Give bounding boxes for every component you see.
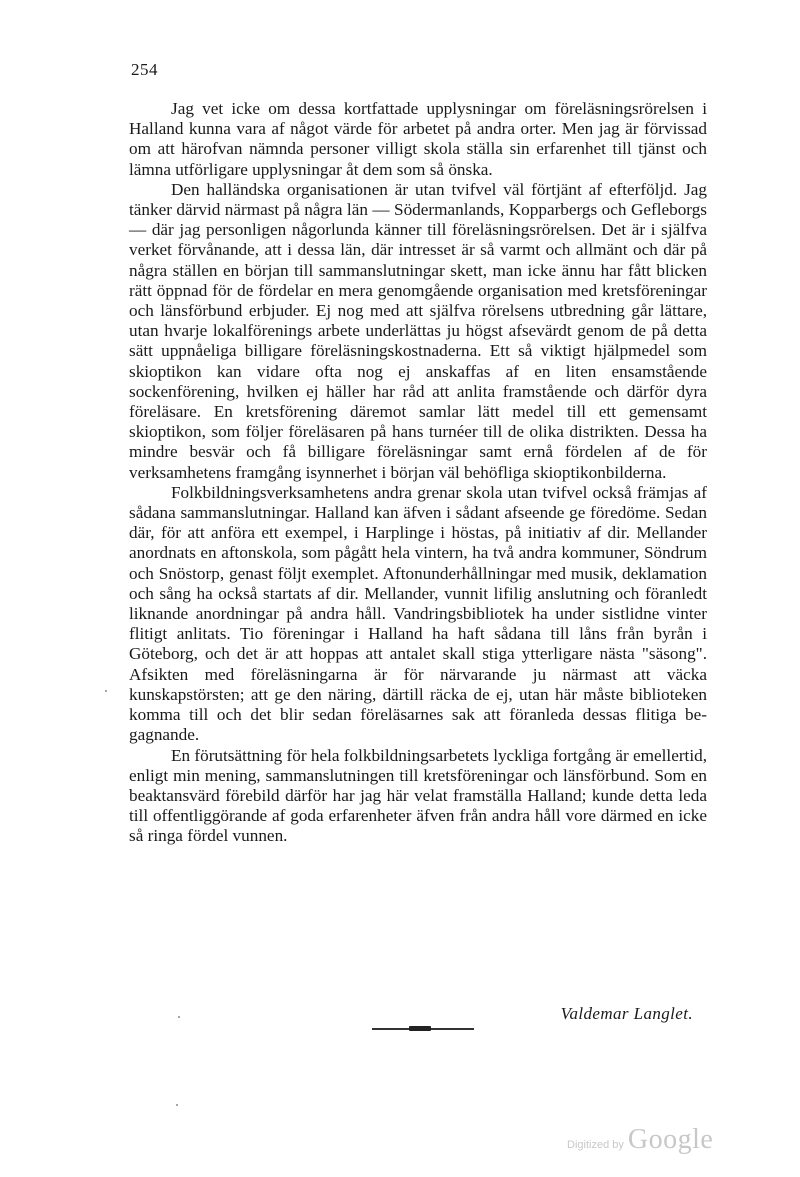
- paragraph-3: Folkbildningsverksamhetens andra grenar skola utan tvifvel också främjas af sådana sammanslutningar. Halland kan äfven i sådant afseende ge föredöme. Sedan där, för att anföra ett exempel, i Harplinge i höstas, på initiativ af dir. Mellander anordnats en aftonskola, som pågått hela vintern, ha två andra kommuner, Söndrum och Snöstorp, genast följt exemplet. Aftonunderhållningar med musik, deklamation och sång ha också startats af dir. Mellander, vunnit lifilig anslutning och föranledt liknande anordningar på andra håll. Vandringsbibliotek ha under sistlidne vinter flitigt anlitats. Tio föreningar i Halland ha haft sådana till låns från byrån i Göteborg, och det är att hoppas att antalet skall stiga ytterligare nästa "säsong". Afsikten med föreläsningarna är för närvarande ju närmast att väcka kunskapstörsten; att ge den näring, därtill räcka de ej, utan här måste biblioteken komma till och det blir sedan föreläsarnes sak att föranleda dessas flitiga begagnande.: [129, 482, 707, 745]
- paragraph-1: Jag vet icke om dessa kortfattade upplysningar om föreläsningsrörelsen i Halland kunna vara af något värde för arbetet på andra orter. Men jag är förvissad om att härofvan nämnda personer villigt skola ställa sin erfarenhet till tjänst och lämna utförligare upplysningar åt dem som så önska.: [129, 99, 707, 179]
- scan-speck: [178, 1016, 180, 1018]
- watermark-prefix: Digitized by: [567, 1139, 624, 1151]
- page-number: 254: [131, 60, 158, 79]
- digitized-watermark: [567, 1124, 713, 1156]
- paragraph-2: Den halländska organisationen är utan tvifvel väl förtjänt af efterföljd. Jag tänker därvid närmast på några län — Södermanlands, Kopparbergs och Gefleborgs — där jag personligen någorlunda känner till föreläsningsrörelsen. Det är i själfva verket förvånande, att i dessa län, där intresset är så varmt och allmänt och där på några ställen en början till sammanslutningar skett, man icke ännu har fått blicken rätt öppnad för de fördelar en mera genomgående organisation med kretsföreningar och länsförbund erbjuder. Ej nog med att själfva rörelsens utbredning går lättare, utan hvarje lokalförenings arbete underlättas ju högst afsevärdt genom de på detta sätt uppnåeliga billigare föreläsningskostnaderna. Ett så viktigt hjälpmedel som skioptikon kan vidare ofta nog ej anskaffas af en liten ensamstående sockenförening, hvilken ej häller har råd att anlita framstående och därför dyra föreläsare. En kretsförening däremot samlar lätt medel till ett gemensamt skioptikon, som följer föreläsaren på hans turnéer till de olika distrikten. Dessa ha mindre besvär och få billigare föreläsningar samt ernå fördelen af de för verksamhetens framgång isynnerhet i början väl behöfliga skioptikonbilderna.: [129, 179, 707, 482]
- scan-speck: [176, 1104, 178, 1106]
- author-signature: Valdemar Langlet.: [560, 1004, 693, 1023]
- scan-speck: [105, 690, 107, 692]
- paragraph-4: En förutsättning för hela folkbildningsarbetets lyckliga fortgång är emellertid, enligt min mening, sammanslutningen till kretsföreningar och länsförbund. Som en beaktansvärd förebild därför har jag här velat framställa Halland; kunde detta leda till offentliggörande af goda erfarenheter äfven från andra håll vore därmed en icke så ringa fördel vunnen.: [129, 745, 707, 846]
- google-logo: Google: [627, 1124, 714, 1155]
- section-divider-ornament: [409, 1026, 431, 1031]
- article-body: [129, 99, 707, 847]
